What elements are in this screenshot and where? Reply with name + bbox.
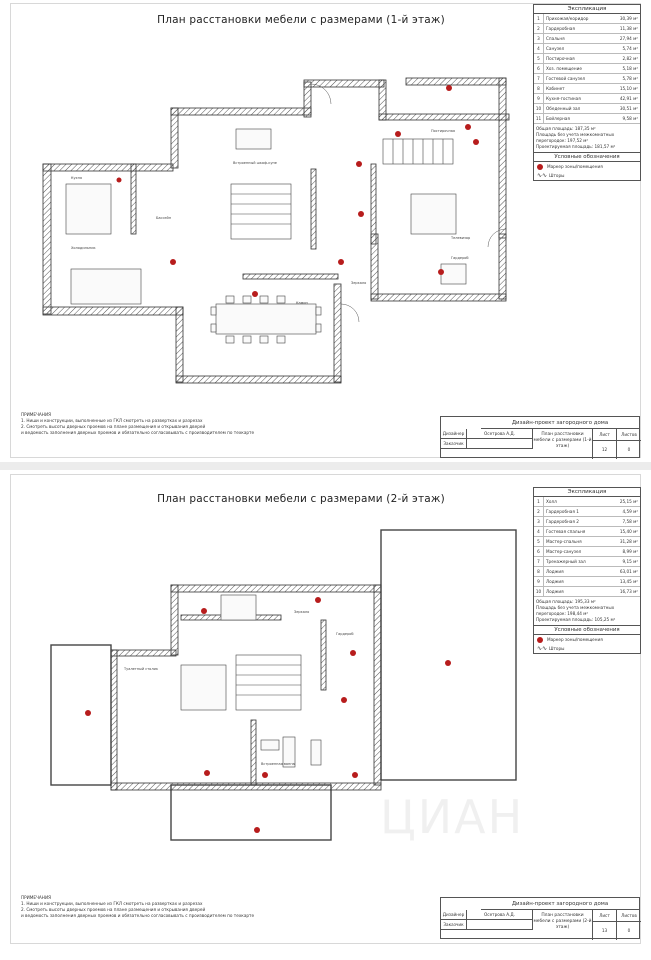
plan-label: Холодильник	[71, 246, 96, 250]
floor-plan-drawing-1	[11, 4, 531, 409]
room-row: 5 Мастер-спальня 31,28 м²	[534, 537, 640, 547]
curtain-icon: ∿∿	[537, 171, 548, 179]
plan-label: Постирочная	[431, 129, 455, 133]
legend-title: Условные обозначения	[534, 153, 640, 162]
room-row: 9 Лоджия 13,45 м²	[534, 577, 640, 587]
watermark-logo: ЦИАН	[380, 790, 525, 844]
plan-label: Зеркало	[294, 610, 310, 614]
room-row: 2 Гардеробная 1 4,59 м²	[534, 507, 640, 517]
room-row: 6 Хоз. помещение 5,18 м²	[534, 64, 640, 74]
plan-label: Бассейн	[156, 216, 172, 220]
legend-title: Условные обозначения	[534, 626, 640, 635]
sheet-number: 13	[593, 922, 617, 940]
room-row: 7 Тренажерный зал 9,15 м²	[534, 557, 640, 567]
room-row: 10 Лоджия 16,73 м²	[534, 587, 640, 597]
room-row: 4 Гостевая спальня 15,40 м²	[534, 527, 640, 537]
area-summary: Общая площадь: 187,35 м² Площадь без учета межкомнатных перегородок: 197,52 м² Проектируемая площадь: 181,57 м²	[534, 124, 640, 153]
project-name: Дизайн-проект загородного дома	[481, 898, 639, 910]
title-block: Дизайн-проект загородного дома Дизайнер Осетрова А.Д. Заказчик План расстановки мебели с размерами (1-й этаж) Лист Листов 12 0	[440, 416, 640, 458]
explication-title: Экспликация	[534, 5, 640, 14]
plan-label: Зеркало	[351, 281, 367, 285]
explication-table	[533, 487, 641, 654]
sheet-separator	[0, 462, 651, 470]
plan-label: Туалетный столик	[124, 667, 158, 671]
room-row: 11 Бойлерная 9,58 м²	[534, 114, 640, 124]
plan-label: Гардероб	[451, 256, 469, 260]
room-row: 3 Гардеробная 2 7,58 м²	[534, 517, 640, 527]
legend-item: Маркер зоны/помещения	[534, 635, 640, 644]
room-row: 5 Постирочная 2,82 м²	[534, 54, 640, 64]
notes: ПРИМЕЧАНИЯ 1. Ниши и конструкции, выполненные из ГКЛ смотреть на развертках и разрезах 2. Смотреть высоты дверных проемов на плане размещения и открывания дверей и ведомость заполнения дверных проемов и обязательно согласовывать с производителем по техкарте	[21, 412, 255, 435]
notes: ПРИМЕЧАНИЯ 1. Ниши и конструкции, выполненные из ГКЛ смотреть на развертках и разрезах 2. Смотреть высоты дверных проемов на плане размещения и открывания дверей и ведомость заполнения дверных проемов и обязательно согласовывать с производителем по техкарте	[21, 895, 255, 918]
room-row: 10 Обеденный зал 30,51 м²	[534, 104, 640, 114]
curtain-icon: ∿∿	[537, 644, 548, 652]
project-name: Дизайн-проект загородного дома	[481, 417, 639, 429]
room-row: 8 Лоджия 63,01 м²	[534, 567, 640, 577]
title-block: Дизайн-проект загородного дома Дизайнер Осетрова А.Д. Заказчик План расстановки мебели с размерами (2-й этаж) Лист Листов 13 0	[440, 897, 640, 939]
room-row: 8 Кабинет 15,10 м²	[534, 84, 640, 94]
plan-label: Встроенный шкаф-купе	[233, 161, 277, 165]
sheet-number: 12	[593, 441, 617, 459]
plan-label: Кухня	[71, 176, 83, 180]
sheet-title: План расстановки мебели с размерами (1-й этаж)	[157, 14, 445, 26]
designer-name: Осетрова А.Д.	[467, 429, 533, 439]
designer-name: Осетрова А.Д.	[467, 910, 533, 920]
room-row: 2 Гардеробная 11,38 м²	[534, 24, 640, 34]
plan-label: Камин	[296, 301, 308, 305]
legend-item: Маркер зоны/помещения	[534, 162, 640, 171]
explication-title: Экспликация	[534, 488, 640, 497]
floor-plan-sheet-1	[10, 3, 641, 458]
area-summary: Общая площадь: 195,33 м² Площадь без учета межкомнатных перегородок: 198,44 м² Проектируемая площадь: 105,25 м²	[534, 597, 640, 626]
room-row: 3 Спальня 27,94 м²	[534, 34, 640, 44]
plan-label: Телевизор	[451, 236, 471, 240]
room-row: 4 Санузел 5,74 м²	[534, 44, 640, 54]
marker-dot-icon	[537, 637, 543, 643]
sheet-title: План расстановки мебели с размерами (2-й этаж)	[157, 493, 445, 505]
room-row: 1 Холл 25,15 м²	[534, 497, 640, 507]
room-row: 6 Мастер-санузел 8,99 м²	[534, 547, 640, 557]
plan-label: Встроенная ванна	[261, 762, 295, 766]
explication-table	[533, 4, 641, 181]
room-row: 1 Прихожая/коридор 30,39 м²	[534, 14, 640, 24]
marker-dot-icon	[537, 164, 543, 170]
plan-label: Гардероб	[336, 632, 354, 636]
room-row: 7 Гостевой санузел 5,78 м²	[534, 74, 640, 84]
floor-plan-sheet-2	[10, 474, 641, 944]
room-row: 9 Кухня-гостиная 42,91 м²	[534, 94, 640, 104]
sheet-description: План расстановки мебели с размерами (2-й этаж)	[533, 910, 593, 940]
legend-item: ∿∿ Шторы	[537, 644, 565, 652]
legend-item: ∿∿ Шторы	[537, 171, 565, 179]
sheet-description: План расстановки мебели с размерами (1-й этаж)	[533, 429, 593, 459]
